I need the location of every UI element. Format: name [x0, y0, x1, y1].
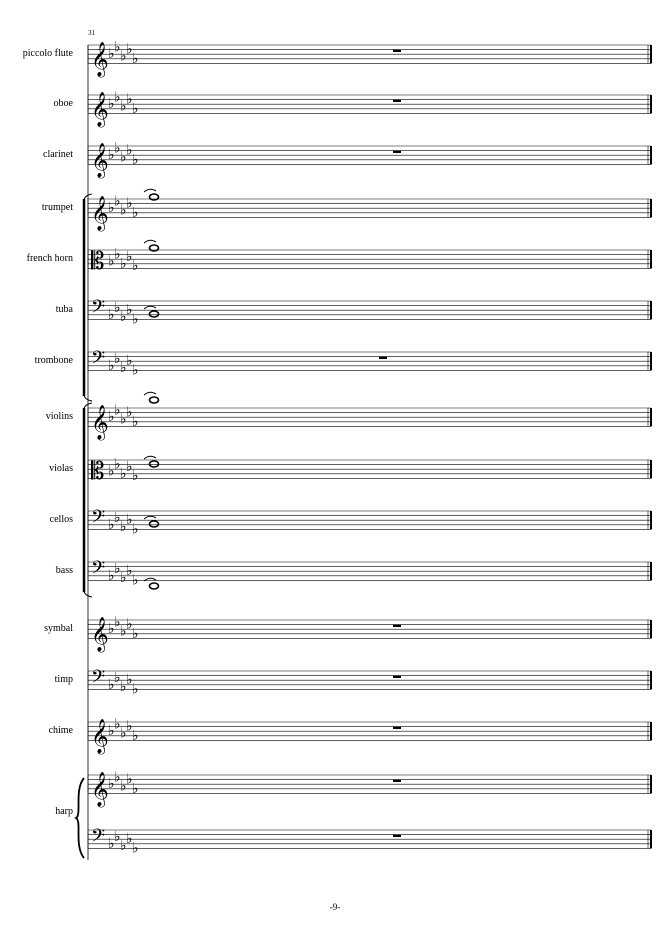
flat-sign: ♭ [120, 570, 127, 587]
flat-sign: ♭ [114, 828, 121, 845]
flat-sign: ♭ [120, 679, 127, 696]
flat-sign: ♭ [126, 718, 133, 735]
flat-sign: ♭ [132, 727, 139, 744]
flat-sign: ♭ [132, 625, 139, 642]
treble-clef: 𝄞 [91, 143, 109, 178]
flat-sign: ♭ [120, 360, 127, 377]
whole-rest [393, 625, 401, 627]
flat-sign: ♭ [132, 50, 139, 67]
flat-sign: ♭ [120, 623, 127, 640]
flat-sign: ♭ [132, 151, 139, 168]
flat-sign: ♭ [108, 835, 115, 852]
flat-sign: ♭ [120, 778, 127, 795]
whole-rest [393, 676, 401, 678]
treble-clef: 𝄞 [91, 719, 109, 754]
whole-note [150, 397, 159, 403]
flat-sign: ♭ [114, 89, 121, 106]
flat-sign: ♭ [120, 465, 127, 482]
whole-note [150, 583, 159, 589]
flat-sign: ♭ [126, 248, 133, 265]
instrument-label: clarinet [43, 149, 73, 160]
instrument-label: trombone [34, 355, 73, 366]
treble-clef: 𝄞 [91, 196, 109, 231]
flat-sign: ♭ [120, 309, 127, 326]
flat-sign: ♭ [108, 776, 115, 793]
bass-clef: 𝄢 [91, 507, 106, 532]
flat-sign: ♭ [132, 468, 139, 485]
whole-rest [393, 50, 401, 52]
flat-sign: ♭ [132, 258, 139, 275]
flat-sign: ♭ [126, 195, 133, 212]
flat-sign: ♭ [108, 676, 115, 693]
flat-sign: ♭ [132, 204, 139, 221]
flat-sign: ♭ [126, 41, 133, 58]
flat-sign: ♭ [120, 519, 127, 536]
treble-clef: 𝄞 [91, 92, 109, 127]
bass-clef: 𝄢 [91, 297, 106, 322]
alto-clef: 𝄡 [91, 457, 105, 485]
flat-sign: ♭ [132, 413, 139, 430]
flat-sign: ♭ [114, 669, 121, 686]
flat-sign: ♭ [120, 48, 127, 65]
flat-sign: ♭ [114, 509, 121, 526]
flat-sign: ♭ [126, 771, 133, 788]
treble-clef: 𝄞 [91, 42, 109, 77]
flat-sign: ♭ [120, 149, 127, 166]
flat-sign: ♭ [132, 521, 139, 538]
flat-sign: ♭ [126, 302, 133, 319]
whole-rest [393, 100, 401, 102]
tie [144, 189, 156, 192]
flat-sign: ♭ [132, 840, 139, 857]
flat-sign: ♭ [126, 672, 133, 689]
flat-sign: ♭ [108, 621, 115, 638]
flat-sign: ♭ [132, 780, 139, 797]
flat-sign: ♭ [108, 200, 115, 217]
treble-clef: 𝄞 [91, 405, 109, 440]
bass-clef: 𝄢 [91, 667, 106, 692]
instrument-label: cellos [49, 514, 73, 525]
flat-sign: ♭ [114, 614, 121, 631]
whole-rest [393, 780, 401, 782]
flat-sign: ♭ [114, 716, 121, 733]
flat-sign: ♭ [126, 512, 133, 529]
flat-sign: ♭ [126, 353, 133, 370]
flat-sign: ♭ [126, 831, 133, 848]
flat-sign: ♭ [108, 46, 115, 63]
treble-clef: 𝄞 [91, 772, 109, 807]
whole-rest [379, 357, 387, 359]
bass-clef: 𝄢 [91, 348, 106, 373]
flat-sign: ♭ [120, 98, 127, 115]
brace-harp [76, 778, 84, 858]
tie [144, 456, 156, 459]
flat-sign: ♭ [132, 100, 139, 117]
measure-number: 31 [88, 29, 95, 37]
whole-note [150, 521, 159, 527]
flat-sign: ♭ [114, 299, 121, 316]
bass-clef: 𝄢 [91, 826, 106, 851]
instrument-label: trumpet [41, 202, 73, 213]
flat-sign: ♭ [114, 769, 121, 786]
whole-rest [393, 835, 401, 837]
flat-sign: ♭ [126, 404, 133, 421]
flat-sign: ♭ [132, 362, 139, 379]
treble-clef: 𝄞 [91, 617, 109, 652]
instrument-label: bass [55, 565, 73, 576]
flat-sign: ♭ [114, 402, 121, 419]
flat-sign: ♭ [108, 253, 115, 270]
flat-sign: ♭ [114, 350, 121, 367]
page-number: -9- [329, 902, 341, 912]
instrument-label: tuba [55, 304, 73, 315]
flat-sign: ♭ [132, 572, 139, 589]
instrument-label: chime [48, 725, 73, 736]
flat-sign: ♭ [108, 463, 115, 480]
flat-sign: ♭ [132, 681, 139, 698]
flat-sign: ♭ [120, 838, 127, 855]
flat-sign: ♭ [132, 311, 139, 328]
flat-sign: ♭ [108, 357, 115, 374]
flat-sign: ♭ [114, 193, 121, 210]
whole-rest [393, 727, 401, 729]
flat-sign: ♭ [114, 456, 121, 473]
whole-rest [393, 151, 401, 153]
flat-sign: ♭ [126, 616, 133, 633]
instrument-label: violas [49, 463, 73, 474]
flat-sign: ♭ [120, 411, 127, 428]
flat-sign: ♭ [126, 458, 133, 475]
flat-sign: ♭ [108, 306, 115, 323]
instrument-label: piccolo flute [22, 48, 73, 59]
alto-clef: 𝄡 [91, 247, 105, 275]
instrument-label: violins [45, 411, 73, 422]
flat-sign: ♭ [126, 91, 133, 108]
tie [144, 392, 156, 395]
flat-sign: ♭ [114, 140, 121, 157]
flat-sign: ♭ [108, 147, 115, 164]
flat-sign: ♭ [120, 255, 127, 272]
flat-sign: ♭ [108, 96, 115, 113]
flat-sign: ♭ [114, 246, 121, 263]
whole-note [150, 461, 159, 467]
instrument-label: oboe [53, 98, 73, 109]
tie [144, 306, 156, 309]
tie [144, 516, 156, 519]
flat-sign: ♭ [108, 567, 115, 584]
flat-sign: ♭ [120, 725, 127, 742]
flat-sign: ♭ [126, 142, 133, 159]
flat-sign: ♭ [114, 39, 121, 56]
instrument-label: symbal [44, 623, 73, 634]
instrument-label: timp [54, 674, 73, 685]
whole-note [150, 311, 159, 317]
flat-sign: ♭ [126, 563, 133, 580]
tie [144, 240, 156, 243]
flat-sign: ♭ [108, 409, 115, 426]
flat-sign: ♭ [108, 516, 115, 533]
instrument-label: french horn [26, 253, 73, 264]
flat-sign: ♭ [120, 202, 127, 219]
flat-sign: ♭ [114, 560, 121, 577]
bass-clef: 𝄢 [91, 558, 106, 583]
flat-sign: ♭ [108, 723, 115, 740]
instrument-label: harp [55, 805, 73, 817]
